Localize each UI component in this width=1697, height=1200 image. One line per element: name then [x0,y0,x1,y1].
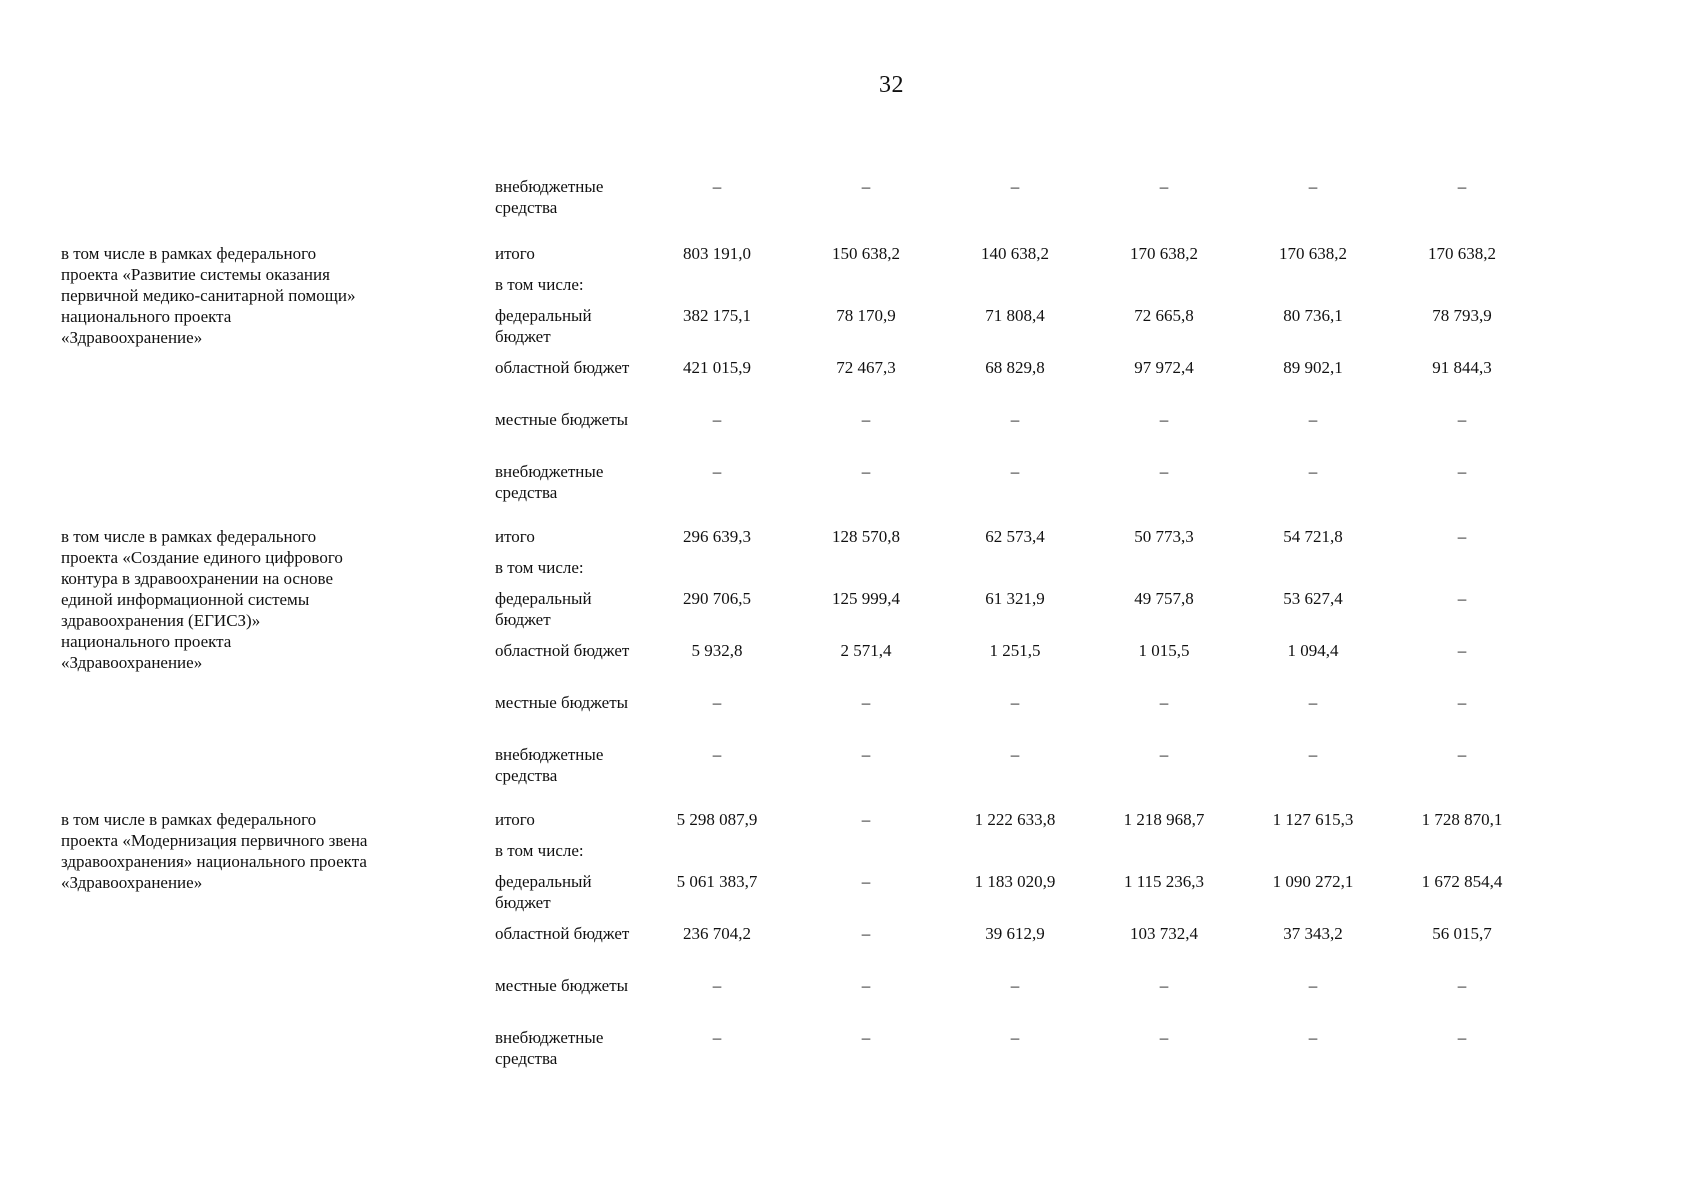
value-cell: – [1457,462,1467,481]
value-cell: – [861,924,871,943]
value-cell: – [861,1028,871,1047]
funding-source-label: федеральный бюджет [495,589,592,629]
value-cell: 53 627,4 [1283,589,1343,608]
value-cell: – [1010,1028,1020,1047]
table-row [0,871,1697,915]
value-cell: – [1308,1028,1318,1047]
value-cell: 2 571,4 [840,641,892,660]
funding-source-label: областной бюджет [495,358,630,377]
value-cell: – [712,177,722,196]
value-cell: – [1308,693,1318,712]
funding-source-label: итого [495,527,535,546]
table-row [0,1027,1697,1071]
funding-source-label: в том числе: [495,841,584,860]
value-cell: 1 672 854,4 [1421,872,1503,891]
value-cell: 1 090 272,1 [1272,872,1354,891]
value-cell: – [1457,641,1467,660]
value-cell: – [1308,410,1318,429]
funding-source-label: федеральный бюджет [495,306,592,346]
value-cell: 5 061 383,7 [676,872,758,891]
value-cell: – [712,976,722,995]
value-cell: 49 757,8 [1134,589,1194,608]
value-cell: 91 844,3 [1432,358,1492,377]
table-row [0,975,1697,1019]
value-cell: – [861,872,871,891]
value-cell: – [1308,976,1318,995]
value-cell: – [1457,976,1467,995]
value-cell: 1 728 870,1 [1421,810,1503,829]
value-cell: – [1457,745,1467,764]
value-cell: 803 191,0 [683,244,751,263]
funding-source-label: внебюджетные средства [495,462,604,502]
table-row [0,357,1697,401]
value-cell: 290 706,5 [683,589,751,608]
value-cell: – [1457,589,1467,608]
value-cell: – [1010,177,1020,196]
funding-source-label: областной бюджет [495,924,630,943]
value-cell: 1 015,5 [1138,641,1190,660]
value-cell: 170 638,2 [1428,244,1496,263]
table-row [0,744,1697,788]
value-cell: 150 638,2 [832,244,900,263]
value-cell: 1 222 633,8 [974,810,1056,829]
value-cell: – [1010,693,1020,712]
value-cell: – [861,976,871,995]
value-cell: – [1159,462,1169,481]
table-row [0,923,1697,967]
table-row [0,692,1697,736]
table-row [0,305,1697,349]
table-row [0,409,1697,453]
value-cell: – [1010,976,1020,995]
funding-source-label: в том числе: [495,558,584,577]
value-cell: 71 808,4 [985,306,1045,325]
value-cell: 1 094,4 [1287,641,1339,660]
value-cell: 54 721,8 [1283,527,1343,546]
value-cell: 1 115 236,3 [1123,872,1205,891]
value-cell: – [1159,177,1169,196]
value-cell: 50 773,3 [1134,527,1194,546]
value-cell: – [861,745,871,764]
value-cell: 80 736,1 [1283,306,1343,325]
value-cell: – [712,462,722,481]
value-cell: 37 343,2 [1283,924,1343,943]
table-row [0,588,1697,632]
section-description: в том числе в рамках федерального проекта «Модернизация первичного звена здравоохранения» национального проекта «Здравоохранение» [61,810,368,892]
value-cell: – [861,410,871,429]
funding-source-label: в том числе: [495,275,584,294]
value-cell: – [1159,1028,1169,1047]
value-cell: 78 793,9 [1432,306,1492,325]
value-cell: – [861,810,871,829]
value-cell: 68 829,8 [985,358,1045,377]
funding-source-label: местные бюджеты [495,693,629,712]
value-cell: 296 639,3 [683,527,751,546]
section-description: в том числе в рамках федерального проекта «Создание единого цифрового контура в здравоохранении на основе единой информационной системы здравоохранения (ЕГИСЗ)» национального проекта «Здравоохранение» [61,527,343,672]
value-cell: 1 127 615,3 [1272,810,1354,829]
value-cell: 72 665,8 [1134,306,1194,325]
value-cell: 140 638,2 [981,244,1049,263]
value-cell: 97 972,4 [1134,358,1194,377]
table-row [0,176,1697,220]
funding-source-label: итого [495,244,535,263]
value-cell: 78 170,9 [836,306,896,325]
value-cell: – [1159,693,1169,712]
value-cell: – [712,745,722,764]
value-cell: 5 298 087,9 [676,810,758,829]
value-cell: 89 902,1 [1283,358,1343,377]
value-cell: – [1308,177,1318,196]
value-cell: – [1010,410,1020,429]
value-cell: 62 573,4 [985,527,1045,546]
table-row [0,640,1697,684]
value-cell: – [1308,745,1318,764]
value-cell: 39 612,9 [985,924,1045,943]
value-cell: – [1159,410,1169,429]
value-cell: 72 467,3 [836,358,896,377]
value-cell: 170 638,2 [1130,244,1198,263]
funding-source-label: внебюджетные средства [495,177,604,217]
value-cell: 421 015,9 [683,358,751,377]
page-number: 32 [879,72,904,98]
value-cell: – [1010,745,1020,764]
value-cell: – [861,462,871,481]
value-cell: 170 638,2 [1279,244,1347,263]
value-cell: – [1457,693,1467,712]
section-description: в том числе в рамках федерального проекта «Развитие системы оказания первичной медико-санитарной помощи» национального проекта «Здравоохранение» [61,244,356,347]
value-cell: – [1308,462,1318,481]
value-cell: – [861,177,871,196]
funding-source-label: внебюджетные средства [495,1028,604,1068]
value-cell: 103 732,4 [1130,924,1198,943]
value-cell: 56 015,7 [1432,924,1492,943]
value-cell: – [1457,410,1467,429]
value-cell: – [861,693,871,712]
value-cell: – [712,410,722,429]
value-cell: – [712,693,722,712]
funding-source-label: федеральный бюджет [495,872,592,912]
value-cell: – [1159,745,1169,764]
value-cell: 1 251,5 [989,641,1041,660]
value-cell: 236 704,2 [683,924,751,943]
funding-source-label: местные бюджеты [495,410,629,429]
funding-source-label: местные бюджеты [495,976,629,995]
table-row [0,461,1697,505]
value-cell: – [1010,462,1020,481]
value-cell: 61 321,9 [985,589,1045,608]
value-cell: – [1457,177,1467,196]
value-cell: – [1457,1028,1467,1047]
value-cell: – [1457,527,1467,546]
funding-source-label: итого [495,810,535,829]
funding-source-label: внебюджетные средства [495,745,604,785]
value-cell: 125 999,4 [832,589,900,608]
funding-source-label: областной бюджет [495,641,630,660]
value-cell: 1 183 020,9 [974,872,1056,891]
value-cell: 382 175,1 [683,306,751,325]
value-cell: – [1159,976,1169,995]
value-cell: 128 570,8 [832,527,900,546]
value-cell: 1 218 968,7 [1123,810,1205,829]
value-cell: 5 932,8 [691,641,743,660]
value-cell: – [712,1028,722,1047]
